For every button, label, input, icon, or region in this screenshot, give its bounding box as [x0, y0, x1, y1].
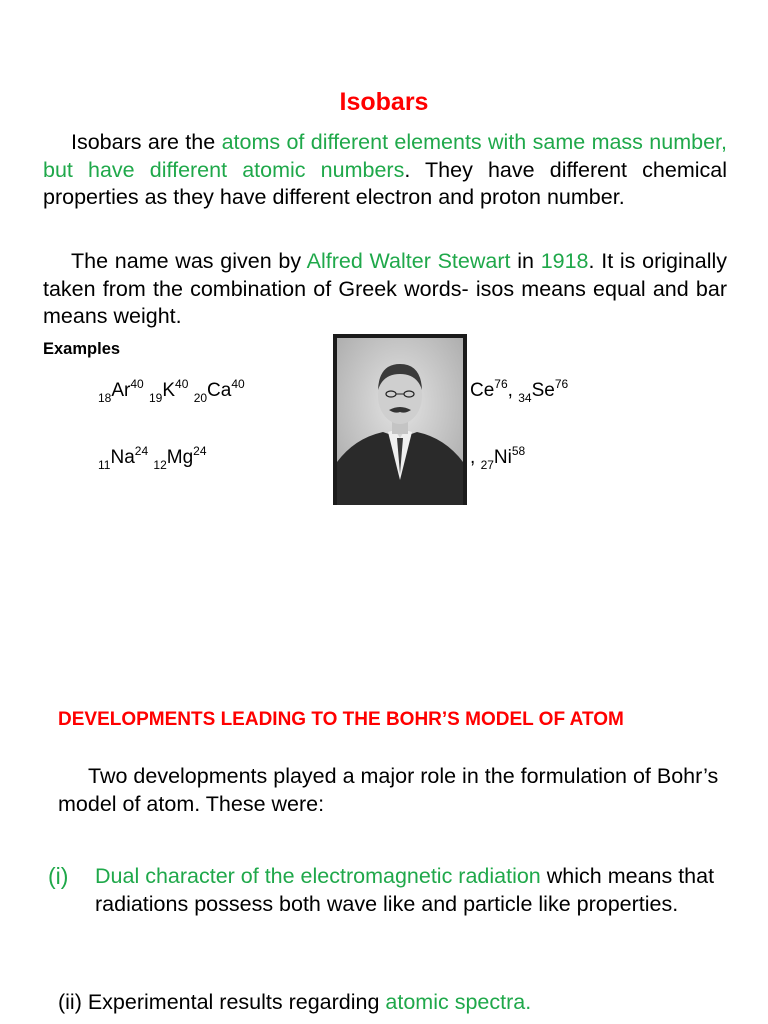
definition-rest: . They have different chemical properties as they have different electron and proton number. — [43, 157, 727, 209]
origin-rest: . It is originally taken from the combination of Greek words- isos means equal and bar means weight. — [43, 249, 728, 328]
scientist-name: Alfred Walter Stewart — [306, 249, 511, 273]
isotope-selenium: $_{34}Se^{76}$ — [518, 377, 569, 405]
isotope-potassium: $_{19}K^{40}$ — [149, 377, 189, 405]
isobar-example-row-2-right: , $_{27}Ni^{58}$ — [470, 444, 526, 472]
list-item-text — [95, 862, 738, 918]
list-item-dual-character — [48, 862, 738, 918]
bohr-intro-paragraph: Two developments played a major role in the formulation of Bohr’s model of atom. These were: — [58, 764, 719, 816]
isobar-example-row-2 — [98, 440, 207, 476]
list-marker-i: (i) — [48, 863, 69, 889]
examples-label: Examples — [43, 340, 121, 358]
section-heading: DEVELOPMENTS LEADING TO THE BOHR’S MODEL OF ATOM — [58, 709, 624, 730]
isotope-cerium: Ce$^{76}$ — [470, 377, 508, 401]
list-item-atomic-spectra — [58, 988, 738, 1016]
isotope-sodium: $_{11}Na^{24}$ — [98, 444, 149, 472]
definition-highlight: atoms of different elements with same mass number, but have different atomic numbers — [43, 130, 727, 182]
dual-character-rest: which means that radiations possess both wave like and particle like properties. — [95, 864, 715, 916]
isobar-example-row-1 — [98, 373, 245, 409]
origin-year: 1918 — [540, 249, 589, 273]
name-origin-paragraph — [43, 248, 727, 331]
isotope-magnesium: $_{12}Mg^{24}$ — [153, 444, 207, 472]
origin-lead: The name was given by — [71, 249, 307, 273]
isotope-argon: $_{18}Ar^{40}$ — [98, 377, 144, 405]
isotope-calcium: $_{20}Ca^{40}$ — [193, 377, 245, 405]
definition-lead: Isobars are the — [71, 130, 222, 154]
slide-title: Isobars — [339, 88, 429, 116]
scientist-portrait — [333, 334, 467, 505]
isobar-example-row-1-right: Ce$^{76}$, $_{34}Se^{76}$ — [470, 377, 569, 405]
isobars-definition-paragraph — [43, 129, 727, 212]
origin-mid: in — [510, 249, 541, 273]
atomic-spectra-highlight: atomic spectra. — [385, 990, 532, 1014]
dual-character-highlight: Dual character of the electromagnetic radiation — [95, 864, 541, 888]
spectra-lead: (ii) Experimental results regarding — [58, 990, 386, 1014]
portrait-illustration — [333, 334, 467, 505]
isotope-nickel: $_{27}Ni^{58}$ — [480, 444, 526, 472]
